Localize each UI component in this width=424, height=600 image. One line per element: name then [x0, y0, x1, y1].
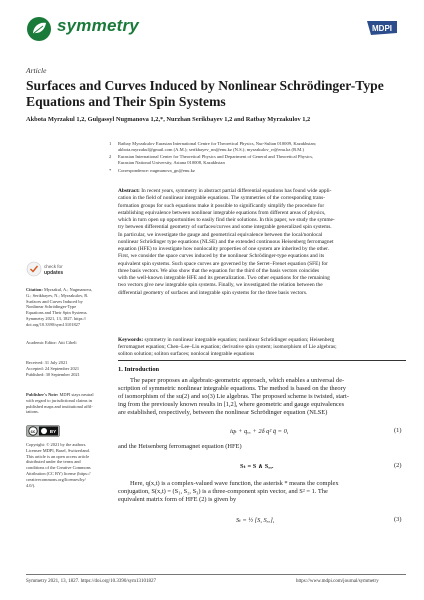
check-updates-text: check for — [44, 264, 63, 269]
equation-body: Sₜ = S ∧ Sₓₓ. — [240, 463, 274, 470]
paragraph-line: ing from the previously known results in [1,2], where geometric and gauge equivalences — [118, 401, 345, 409]
paragraph-line: equivalent matrix form of HFE (2) is given by — [118, 496, 237, 504]
abstract-line: nonlinear Schrödinger type equations (NLSE) and the extended continuous Heisenberg ferromagnet — [118, 238, 334, 245]
abstract-line: equation (HFE) to investigate how nonlocality properties of one system are inherited by the other. — [118, 246, 329, 252]
keywords-line: symmetry in nonlinear integrable equation; nonlinear Schrödinger equation; Heisenberg — [144, 337, 335, 343]
title-line: Surfaces and Curves Induced by Nonlinear Schrödinger-Type — [26, 78, 384, 93]
academic-editor: Academic Editor: Atti Cibeli — [26, 340, 77, 345]
publisher-note-line: iations. — [26, 409, 39, 415]
abstract-line: establishing equivalence between nonlinear integrable equations from different areas of physics, — [118, 209, 326, 216]
affiliation — [109, 154, 408, 166]
equation-body: Sₜ = ½ [S, Sₓₓ], — [236, 517, 275, 524]
abstract-line: formation groups for such equations make it possible to significantly simplify the procedure for — [118, 202, 325, 209]
check-for-updates-badge[interactable] — [26, 260, 84, 278]
paragraph-line: scription of symmetric nonlinear integrable equations. The method is based on the theory — [118, 385, 346, 393]
svg-text:BY: BY — [49, 429, 57, 434]
affiliation-line: akbota.myrzakul@gmail.com (A.M.); serikbayev_nn@enu.kz (N.S.); myrzakulov_rr@enu.kz (R.M.) — [118, 147, 305, 152]
abstract-line: equivalent spin systems. Such space curves are governed by the Serret–Frenet equation (SFE) for — [118, 260, 328, 267]
abstract-line: differential geometry of surfaces and integrable spin systems for the three basis vectors. — [118, 289, 308, 296]
copyright-line: Licensee MDPI, Basel, Switzerland. — [26, 447, 90, 453]
equation-number: (2) — [394, 462, 402, 469]
section-heading: 1. Introduction — [118, 366, 160, 373]
correspondence-line: Correspondence: nugmanova_gn@enu.kz — [118, 168, 195, 173]
copyright-block — [26, 442, 110, 488]
citation-line: Equations and Their Spin Systems. — [26, 310, 88, 316]
paragraph — [118, 377, 403, 417]
copyright-line: This article is an open access article — [26, 453, 90, 459]
abstract-divider — [118, 360, 406, 361]
publisher-note-label: Publisher's Note: — [26, 392, 59, 397]
publisher-note-line: with regard to jurisdictional claims in — [26, 397, 92, 403]
check-updates-text: updates — [44, 270, 64, 276]
publisher-note-line: MDPI stays neutral — [59, 392, 94, 397]
paragraph-line: of isomorphism of the su(2) and so(3) Lie algebras. The proposed scheme is twisted, start- — [118, 393, 349, 401]
copyright-line: 4.0/). — [26, 482, 36, 488]
affiliation — [109, 168, 408, 174]
citation-doi-link[interactable]: doi.org/10.3390/sym13101827 — [26, 321, 81, 327]
paragraph — [118, 480, 403, 504]
publisher-logo — [365, 19, 399, 37]
publisher-logo-text: MDPI — [372, 24, 392, 33]
abstract-line: two vectors give new integrable spin systems. Finally, we investigated the relation between the — [118, 282, 323, 289]
title-line: Equations and Their Spin Systems — [26, 93, 226, 109]
abstract — [118, 188, 406, 297]
paragraph-line: are established, respectively, between the nonlinear Schrödinger equation (NLSE) — [118, 409, 328, 417]
copyright-line: Attribution (CC BY) license (https:// — [26, 470, 91, 476]
abstract-line: with the well-known integrable HFE and its generalization. Two other equations for the remaining — [118, 275, 330, 281]
footer-divider — [26, 574, 406, 575]
equation-number: (1) — [394, 427, 402, 434]
equation-body: iqₜ + qₓₓ + 2δ q² q̄ = 0, — [230, 428, 289, 435]
abstract-line: In recent years, symmetry in abstract partial differential equations has found wide appli- — [141, 188, 332, 194]
keywords-line: soliton solution; soliton surfaces; nonlocal integrable equations — [118, 351, 255, 358]
citation-line: Nonlinear Schrödinger-Type — [26, 304, 77, 310]
paragraph-line: The paper proposes an algebraic-geometric approach, which enables a universal de- — [130, 377, 345, 384]
received-date: Received: 31 July 2021 — [26, 360, 68, 365]
svg-text:cc: cc — [30, 428, 36, 434]
abstract-label: Abstract: — [118, 188, 140, 194]
footer-citation[interactable]: Symmetry 2021, 13, 1827. https://doi.org/10.3390/sym13101827 — [26, 579, 157, 584]
keywords-label: Keywords: — [118, 337, 144, 343]
affiliation-line: Eurasian National University, Astana 010008, Kazakhstan — [118, 160, 225, 165]
citation-label: Citation: — [26, 287, 43, 292]
abstract-line: which in turn open up opportunities to easily find their solutions. In this paper, we study the symme- — [118, 217, 335, 223]
paragraph-line: conjugation, S(x,t) = (S₁, S₂, S₃) is a three-component spin vector, and S² = 1. The — [118, 488, 328, 496]
affiliation-number: 2 — [109, 154, 112, 159]
affiliation-number: 1 — [109, 141, 112, 146]
citation-line: Symmetry 2021, 13, 1827. https:// — [26, 315, 87, 321]
cc-by-license-badge[interactable] — [26, 425, 60, 437]
keywords-line: ferromagnet equation; Chen–Lee–Liu equation; derivative spin system; isomorphism of Lie algebras; — [118, 344, 337, 351]
citation-line: Surfaces and Curves Induced by — [26, 298, 83, 304]
dates-block — [26, 360, 110, 377]
accepted-date: Accepted: 24 September 2021 — [26, 365, 80, 371]
article-type: Article — [26, 66, 47, 75]
affiliation-line: Eurasian International Center for Theoretical Physics and Department of General and Theoretical Physics, — [118, 154, 314, 159]
attribution-icon — [41, 428, 47, 434]
abstract-line: three basis vectors. We also show that the equation for the third of the basis vectors coincides — [118, 267, 320, 274]
author-list: Akbota Myrzakul 1,2, Gulgassyl Nugmanova 1,2,*, Nurzhan Serikbayev 1,2 and Ratbay Myrzakulov 1,2 — [26, 116, 311, 123]
citation-line: Myrzakul, A.; Nugmanova, — [43, 287, 93, 292]
affiliation-line: Ratbay Myrzakulov Eurasian International Centre for Theoretical Physics, Nur-Sultan 010009, Kazakhstan; — [118, 141, 317, 146]
paper-title — [26, 78, 386, 109]
abstract-line: cation in the field of nonlinear integrable equations. The symmetries of the corresponding trans- — [118, 195, 326, 202]
journal-name: symmetry — [57, 16, 139, 35]
affiliation-number: * — [109, 168, 112, 173]
paragraph-line: Here, q(x,t) is a complex-valued wave function, the asterisk * means the complex — [130, 480, 339, 487]
equation-number: (3) — [394, 516, 402, 523]
citation-block — [26, 287, 110, 328]
publisher-note — [26, 392, 110, 415]
license-link[interactable]: creativecommons.org/licenses/by/ — [26, 476, 86, 482]
publisher-note-line: published maps and institutional affil- — [26, 403, 93, 409]
affiliation — [109, 141, 408, 153]
copyright-line: distributed under the terms and — [26, 459, 81, 465]
citation-line: G.; Serikbayev, N.; Myrzakulov, R. — [26, 292, 89, 298]
paragraph-line: and the Heisenberg ferromagnet equation (HFE) — [118, 443, 242, 450]
abstract-line: In particular, we investigate the gauge and geometrical equivalence between the local/nonlocal — [118, 231, 323, 238]
abstract-line: First, we consider the space curves induced by the nonlinear Schrödinger-type equations and its — [118, 253, 325, 260]
leaf-circle-icon — [26, 16, 52, 42]
copyright-line: Copyright: © 2021 by the authors. — [26, 442, 87, 447]
footer-journal-link[interactable]: https://www.mdpi.com/journal/symmetry — [296, 579, 379, 584]
published-date: Published: 30 September 2021 — [26, 371, 80, 377]
keywords — [118, 337, 406, 359]
abstract-line: try between differential geometry of surfaces/curves and some integrable generalized spin systems. — [118, 224, 332, 231]
copyright-line: conditions of the Creative Commons — [26, 465, 91, 471]
